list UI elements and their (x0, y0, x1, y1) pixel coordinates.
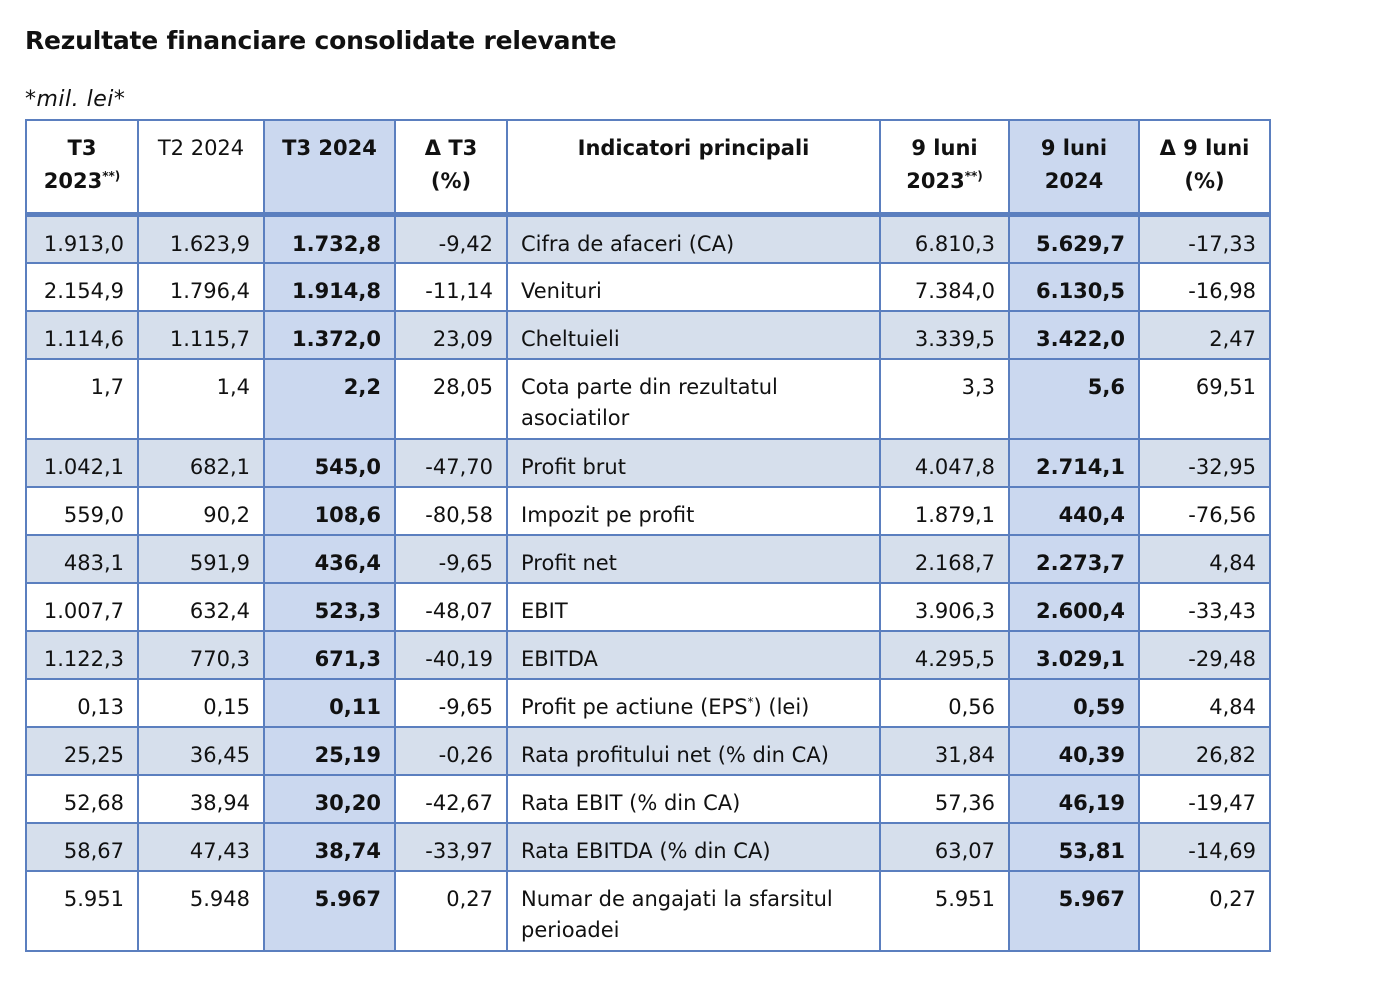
cell-t3-2024: 5.967 (264, 871, 395, 951)
cell-9m-2024: 5.629,7 (1009, 215, 1139, 263)
cell-t3-2023: 1.114,6 (26, 311, 138, 359)
cell-t3-2024: 671,3 (264, 631, 395, 679)
cell-t2-2024: 47,43 (138, 823, 264, 871)
cell-9m-2023: 63,07 (880, 823, 1009, 871)
cell-t3-2023: 483,1 (26, 535, 138, 583)
header-t2-2024: T2 2024 (138, 120, 264, 215)
cell-9m-2024: 46,19 (1009, 775, 1139, 823)
cell-indicator: Profit net (507, 535, 880, 583)
cell-delta-9m: -19,47 (1139, 775, 1270, 823)
header-indicator: Indicatori principali (507, 120, 880, 215)
cell-delta-9m: -32,95 (1139, 439, 1270, 487)
cell-9m-2024: 5.967 (1009, 871, 1139, 951)
cell-indicator: Venituri (507, 263, 880, 311)
cell-indicator: Rata profitului net (% din CA) (507, 727, 880, 775)
cell-t3-2024: 1.372,0 (264, 311, 395, 359)
cell-9m-2023: 3.339,5 (880, 311, 1009, 359)
cell-delta-t3: -48,07 (395, 583, 507, 631)
cell-t3-2023: 1.913,0 (26, 215, 138, 263)
cell-9m-2023: 6.810,3 (880, 215, 1009, 263)
cell-t2-2024: 682,1 (138, 439, 264, 487)
cell-delta-9m: -14,69 (1139, 823, 1270, 871)
cell-delta-9m: -29,48 (1139, 631, 1270, 679)
table-body (26, 215, 1270, 951)
cell-delta-t3: -33,97 (395, 823, 507, 871)
cell-indicator: EBIT (507, 583, 880, 631)
cell-delta-9m: -17,33 (1139, 215, 1270, 263)
cell-9m-2024: 5,6 (1009, 359, 1139, 439)
cell-9m-2024: 40,39 (1009, 727, 1139, 775)
cell-delta-t3: -9,42 (395, 215, 507, 263)
cell-delta-9m: 4,84 (1139, 679, 1270, 727)
cell-t2-2024: 1.796,4 (138, 263, 264, 311)
cell-t3-2024: 545,0 (264, 439, 395, 487)
cell-indicator: Cifra de afaceri (CA) (507, 215, 880, 263)
cell-9m-2023: 0,56 (880, 679, 1009, 727)
cell-delta-9m: -16,98 (1139, 263, 1270, 311)
cell-9m-2023: 1.879,1 (880, 487, 1009, 535)
cell-t2-2024: 1.115,7 (138, 311, 264, 359)
cell-delta-t3: 23,09 (395, 311, 507, 359)
cell-9m-2024: 3.029,1 (1009, 631, 1139, 679)
table-row (26, 359, 1270, 439)
table-row (26, 215, 1270, 263)
cell-t3-2024: 38,74 (264, 823, 395, 871)
cell-9m-2023: 5.951 (880, 871, 1009, 951)
cell-9m-2024: 440,4 (1009, 487, 1139, 535)
cell-t2-2024: 5.948 (138, 871, 264, 951)
cell-t2-2024: 1,4 (138, 359, 264, 439)
cell-indicator: Cota parte din rezultatul asociatilor (507, 359, 880, 439)
cell-t3-2024: 436,4 (264, 535, 395, 583)
cell-delta-9m: 4,84 (1139, 535, 1270, 583)
cell-t3-2024: 2,2 (264, 359, 395, 439)
cell-t2-2024: 770,3 (138, 631, 264, 679)
cell-t3-2023: 0,13 (26, 679, 138, 727)
cell-9m-2023: 3.906,3 (880, 583, 1009, 631)
cell-9m-2024: 6.130,5 (1009, 263, 1139, 311)
cell-indicator: Rata EBITDA (% din CA) (507, 823, 880, 871)
cell-t3-2023: 1.042,1 (26, 439, 138, 487)
cell-t2-2024: 1.623,9 (138, 215, 264, 263)
table-row (26, 535, 1270, 583)
cell-t3-2023: 1,7 (26, 359, 138, 439)
cell-delta-t3: -80,58 (395, 487, 507, 535)
cell-9m-2023: 3,3 (880, 359, 1009, 439)
cell-9m-2023: 31,84 (880, 727, 1009, 775)
cell-t2-2024: 38,94 (138, 775, 264, 823)
header-t3-2024: T3 2024 (264, 120, 395, 215)
cell-delta-9m: 69,51 (1139, 359, 1270, 439)
cell-delta-t3: -47,70 (395, 439, 507, 487)
cell-t3-2024: 25,19 (264, 727, 395, 775)
table-row (26, 871, 1270, 951)
cell-indicator: EBITDA (507, 631, 880, 679)
cell-delta-9m: 26,82 (1139, 727, 1270, 775)
cell-t3-2023: 1.007,7 (26, 583, 138, 631)
cell-t3-2023: 2.154,9 (26, 263, 138, 311)
cell-delta-9m: 0,27 (1139, 871, 1270, 951)
cell-t3-2023: 1.122,3 (26, 631, 138, 679)
cell-9m-2024: 3.422,0 (1009, 311, 1139, 359)
table-row (26, 583, 1270, 631)
financial-results-table (25, 119, 1271, 952)
cell-9m-2024: 53,81 (1009, 823, 1139, 871)
header-row (26, 120, 1270, 215)
table-row (26, 311, 1270, 359)
cell-delta-t3: 28,05 (395, 359, 507, 439)
cell-t2-2024: 36,45 (138, 727, 264, 775)
cell-t3-2024: 108,6 (264, 487, 395, 535)
cell-t3-2024: 1.914,8 (264, 263, 395, 311)
table-row (26, 631, 1270, 679)
cell-9m-2024: 2.600,4 (1009, 583, 1139, 631)
cell-t2-2024: 591,9 (138, 535, 264, 583)
cell-t3-2024: 30,20 (264, 775, 395, 823)
cell-delta-t3: -9,65 (395, 679, 507, 727)
cell-t3-2023: 58,67 (26, 823, 138, 871)
table-row (26, 679, 1270, 727)
cell-delta-t3: -9,65 (395, 535, 507, 583)
cell-indicator: Rata EBIT (% din CA) (507, 775, 880, 823)
cell-indicator: Impozit pe profit (507, 487, 880, 535)
header-delta-t3: Δ T3 (%) (395, 120, 507, 215)
cell-9m-2023: 4.047,8 (880, 439, 1009, 487)
cell-9m-2023: 4.295,5 (880, 631, 1009, 679)
table-row (26, 775, 1270, 823)
cell-delta-9m: -76,56 (1139, 487, 1270, 535)
table-row (26, 727, 1270, 775)
cell-delta-t3: 0,27 (395, 871, 507, 951)
cell-indicator: Profit brut (507, 439, 880, 487)
cell-delta-t3: -40,19 (395, 631, 507, 679)
cell-indicator: Numar de angajati la sfarsitul perioadei (507, 871, 880, 951)
cell-9m-2023: 57,36 (880, 775, 1009, 823)
table-row (26, 823, 1270, 871)
cell-t3-2024: 523,3 (264, 583, 395, 631)
cell-t3-2023: 25,25 (26, 727, 138, 775)
cell-t2-2024: 632,4 (138, 583, 264, 631)
cell-t3-2023: 52,68 (26, 775, 138, 823)
cell-9m-2023: 7.384,0 (880, 263, 1009, 311)
cell-t3-2023: 559,0 (26, 487, 138, 535)
cell-9m-2024: 2.273,7 (1009, 535, 1139, 583)
cell-t3-2024: 1.732,8 (264, 215, 395, 263)
unit-note: *mil. lei* (25, 87, 126, 112)
header-t3-2023: T3 2023**) (26, 120, 138, 215)
cell-delta-9m: 2,47 (1139, 311, 1270, 359)
header-9m-2024: 9 luni 2024 (1009, 120, 1139, 215)
cell-indicator: Profit pe actiune (EPS*) (lei) (507, 679, 880, 727)
table-row (26, 263, 1270, 311)
cell-t3-2023: 5.951 (26, 871, 138, 951)
cell-delta-t3: -11,14 (395, 263, 507, 311)
cell-t2-2024: 0,15 (138, 679, 264, 727)
header-delta-9m: Δ 9 luni (%) (1139, 120, 1270, 215)
page-title: Rezultate financiare consolidate relevante (25, 26, 617, 55)
header-9m-2023: 9 luni 2023**) (880, 120, 1009, 215)
cell-9m-2024: 2.714,1 (1009, 439, 1139, 487)
cell-9m-2024: 0,59 (1009, 679, 1139, 727)
cell-t3-2024: 0,11 (264, 679, 395, 727)
cell-indicator: Cheltuieli (507, 311, 880, 359)
cell-delta-t3: -42,67 (395, 775, 507, 823)
cell-delta-9m: -33,43 (1139, 583, 1270, 631)
cell-t2-2024: 90,2 (138, 487, 264, 535)
cell-9m-2023: 2.168,7 (880, 535, 1009, 583)
cell-delta-t3: -0,26 (395, 727, 507, 775)
table-row (26, 487, 1270, 535)
table-row (26, 439, 1270, 487)
